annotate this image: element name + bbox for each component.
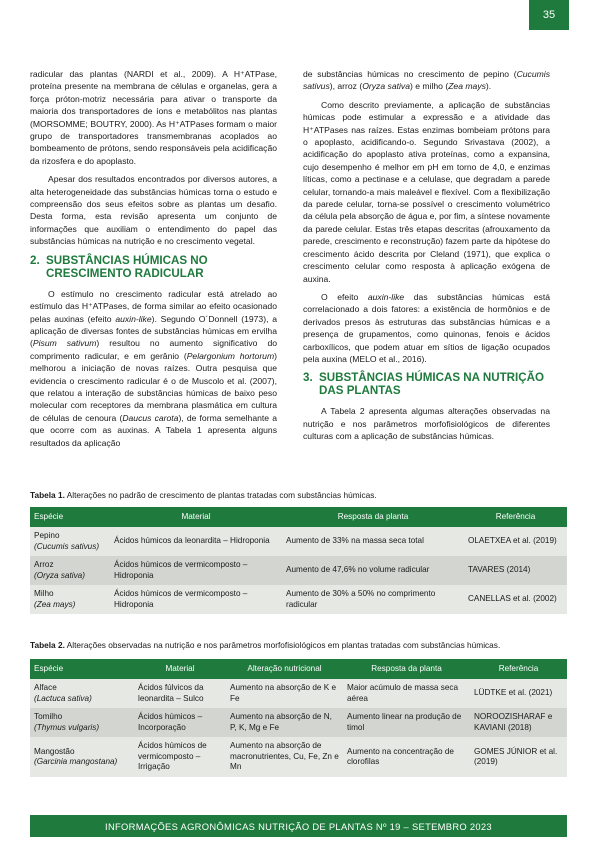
species-name: Mangostão: [34, 746, 75, 756]
response-cell: Aumento linear na produção de timol: [347, 712, 462, 732]
italic-term: Pelargonium hortorum: [186, 350, 275, 361]
species-scientific: (Thymus vulgaris): [34, 722, 100, 732]
species-scientific: (Oryza sativa): [34, 570, 85, 580]
text-run: ) resultou no aumento significativo do comprimento radicular, e em gerânio (: [30, 338, 278, 361]
italic-term: Pisum sativum: [32, 338, 97, 349]
species-name: Milho: [34, 589, 54, 598]
italic-term: auxin-like: [367, 291, 405, 302]
left-column: [30, 68, 277, 455]
nutrition-cell: Aumento na absorção de macronutrientes, Cu, Fe, Zn e Mn: [230, 741, 339, 772]
response-cell: Aumento na concentração de clorofilas: [347, 746, 454, 766]
material-cell: Ácidos húmicos de vermicomposto – Hidroponia: [114, 589, 248, 609]
species-name: Arroz: [34, 560, 54, 569]
nutrition-cell: Aumento na absorção de N, P, K, Mg e Fe: [230, 712, 332, 732]
response-cell: Aumento de 47,6% no volume radicular: [286, 565, 430, 575]
table-row: [30, 737, 567, 777]
response-cell: Maior acúmulo de massa seca aérea: [347, 683, 459, 703]
table-header-row: [30, 507, 567, 527]
response-cell: Aumento de 33% na massa seca total: [286, 536, 424, 546]
paragraph: A Tabela 2 apresenta algumas alterações observadas na nutrição e nos parâmetros morfofisiológicos de diferentes culturas com a aplicação de substâncias húmicas.: [303, 406, 550, 442]
text-run: ).: [485, 81, 492, 92]
caption-label: Tabela 1.: [30, 490, 65, 500]
table-1: [30, 507, 567, 614]
table-2: [30, 659, 567, 777]
italic-term: Cucumis sativus: [303, 69, 550, 92]
text-run: ), arroz (: [329, 81, 363, 92]
nutrition-cell: Aumento na absorção de K e Fe: [230, 683, 337, 703]
text-run: ) melhorou a iniciação de novas raízes. Outra pesquisa que evidencia o crescimento radicular é o de Muscolo et al. (2007), que relatou a interação de substâncias húmicas de baixo peso molecular com receptores da membrana plasmática em cultura de células de cenoura (: [30, 350, 277, 423]
paragraph: [303, 68, 550, 93]
section-number: 3.: [303, 371, 313, 385]
paragraph: [303, 291, 550, 365]
paragraph: radicular das plantas (NARDI et al., 2009). A H⁺ATPase, proteína presente na membrana de células e organelas, gera a força próton-motriz necessária para ativar o transporte da maioria dos transportadores de íons e metabólitos nas plantas (MORSOMME; BOUTRY, 2000). As H⁺ATPases formam o maior grupo de transportadores transmembranas acoplados ao bombeamento de prótons, sendo responsáveis pela acidificação da rizosfera e do apoplasto.: [30, 69, 277, 166]
paragraph: [30, 288, 277, 449]
section-title: SUBSTÂNCIAS HÚMICAS NO CRESCIMENTO RADICULAR: [46, 253, 208, 280]
species-cell: [30, 585, 110, 614]
table-row: [30, 679, 567, 708]
text-run: ), de forma semelhante a que ocorre com as auxinas. A Tabela 1 apresenta alguns resultados da aplicação: [30, 412, 277, 448]
reference-cell: GOMES JÚNIOR et al. (2019): [474, 746, 558, 766]
section-number: 2.: [30, 253, 40, 267]
page-number-text: 35: [542, 9, 556, 21]
column-header: Referência: [498, 663, 539, 673]
text-run: de substâncias húmicas no crescimento de pepino (: [303, 69, 517, 79]
paragraph: Como descrito previamente, a aplicação de substâncias húmicas pode estimular a expressão e a atividade das H⁺ATPases nas raízes. Estas enzimas bombeiam prótons para o apoplasto, acidificando-o. Segundo Srivastava (2002), a acidificação do apoplasto ativa proteínas, como a expansina, cujo desempenho é melhor em pH em torno de 4,0, e enzimas líticas, como a pectinase e a celulase, que degradam a parede celular, tornando-a mais maleável e flexível. Com a flexibilização da parede celular, torna-se possível o crescimento volumétrico da célula pela absorção de água e, por fim, a síntese novamente da parede celular. Estas três etapas descritas (afrouxamento da parede, crescimento e reconstrução) fazem parte da hipótese do crescimento ácido descrita por Cleland (1971), que explica o crescimento celular como resposta à aplicação exógena de auxina.: [303, 99, 550, 284]
species-cell: [30, 679, 134, 708]
text-run: ). Segundo O´Donnell (1973), a aplicação de diversas fontes de substâncias húmicas em ervilha (: [30, 313, 277, 349]
italic-term: Oryza sativa: [362, 81, 410, 92]
italic-term: auxin-like: [115, 313, 152, 324]
column-header: Espécie: [34, 663, 64, 673]
material-cell: Ácidos húmicos da leonardita – Hidroponia: [114, 536, 270, 546]
material-cell: Ácidos húmicos – Incorporação: [138, 712, 203, 732]
column-header: Alteração nutricional: [247, 663, 322, 673]
text-run: ) e milho (: [409, 81, 449, 92]
table-row: [30, 556, 567, 585]
response-cell: Aumento de 30% a 50% no comprimento radicular: [286, 589, 436, 609]
column-header: Espécie: [34, 511, 64, 521]
species-scientific: (Cucumis sativus): [34, 541, 100, 551]
species-cell: [30, 527, 110, 556]
column-header: Referência: [495, 511, 536, 521]
reference-cell: LÜDTKE et al. (2021): [474, 688, 553, 698]
footer-banner: [30, 815, 567, 837]
reference-cell: OLAETXEA et al. (2019): [468, 536, 557, 546]
footer-text: INFORMAÇÕES AGRONÔMICAS NUTRIÇÃO DE PLANTAS Nº 19 – SETEMBRO 2023: [105, 820, 492, 832]
species-scientific: (Garcinia mangostana): [34, 757, 118, 766]
table-row: [30, 708, 567, 737]
reference-cell: CANELLAS et al. (2002): [468, 594, 557, 604]
column-header: Material: [181, 511, 211, 521]
caption-text: Alterações no padrão de crescimento de plantas tratadas com substâncias húmicas.: [64, 490, 377, 500]
species-cell: [30, 708, 134, 737]
species-cell: [30, 556, 110, 585]
column-header: Resposta da planta: [371, 663, 442, 673]
italic-term: Zea mays: [448, 81, 486, 92]
caption-label: Tabela 2.: [30, 640, 65, 650]
text-run: das substâncias húmicas está correlacionado a dois fatores: a existência de hormônios e de derivados presos às estruturas das substâncias húmicas e a presença de grupamentos, como quinonas, fenois e ácidos carboxílicos, que podem atuar em sítios de ligação ocupados pela auxina (MELO et al., 2016).: [303, 291, 550, 364]
species-cell: [30, 737, 134, 777]
section-heading-2: [30, 254, 277, 280]
table-2-caption: [30, 640, 500, 651]
table-1-caption: [30, 490, 377, 501]
italic-term: Daucus carota: [122, 412, 179, 423]
species-scientific: (Zea mays): [34, 599, 76, 609]
species-name: Tomilho: [34, 712, 63, 721]
table-row: [30, 585, 567, 614]
caption-text: Alterações observadas na nutrição e nos parâmetros morfofisiológicos em plantas tratadas com substâncias húmicas.: [64, 640, 501, 650]
paragraph: Apesar dos resultados encontrados por diversos autores, a alta heterogeneidade das substâncias húmicas torna o estudo e compreensão dos seus efeitos sobre as plantas um desafio. Desta forma, esta revisão apresenta um conjunto de informações que auxiliam o entendimento do papel das substâncias húmicas na nutrição e no crescimento vegetal.: [30, 174, 277, 247]
species-scientific: (Lactuca sativa): [34, 693, 92, 703]
section-heading-3: [303, 371, 550, 397]
species-name: Alface: [34, 683, 57, 692]
reference-cell: NOROOZISHARAF e KAVIANI (2018): [474, 712, 553, 732]
right-column: [303, 68, 550, 449]
material-cell: Ácidos fúlvicos da leonardita – Sulco: [138, 683, 204, 703]
text-run: O efeito: [321, 291, 368, 302]
page-number: [529, 0, 569, 30]
column-header: Material: [165, 663, 195, 673]
species-name: Pepino: [34, 531, 60, 540]
reference-cell: TAVARES (2014): [468, 565, 531, 575]
material-cell: Ácidos húmicos de vermicomposto – Irrigação: [138, 741, 207, 772]
table-header-row: [30, 659, 567, 679]
column-header: Resposta da planta: [337, 511, 409, 521]
table-row: [30, 527, 567, 556]
material-cell: Ácidos húmicos de vermicomposto – Hidroponia: [114, 560, 248, 580]
section-title: SUBSTÂNCIAS HÚMICAS NA NUTRIÇÃO DAS PLANTAS: [319, 371, 545, 398]
text-run: O estímulo no crescimento radicular está atrelado ao estímulo das H⁺ATPases, de forma similar ao efeito ocasionado pelas auxinas (efeito: [30, 288, 277, 324]
